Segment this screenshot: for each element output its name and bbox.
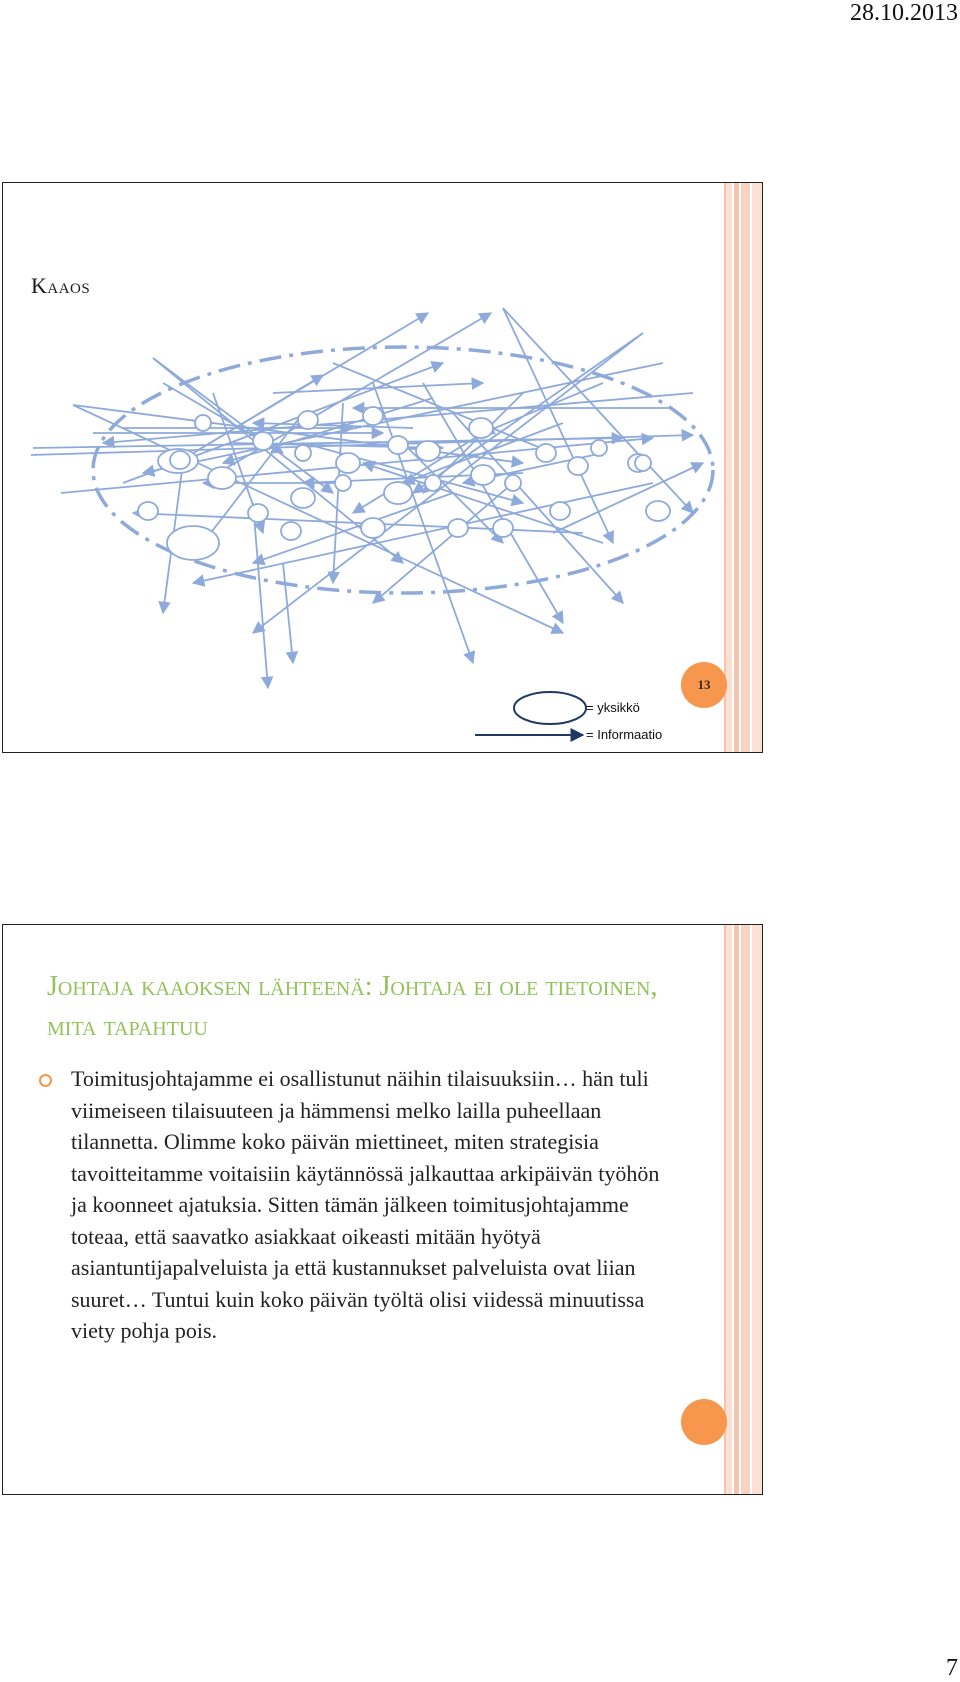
bullet-text: Toimitusjohtajamme ei osallistunut näihin tilaisuuksiin… hän tuli viimeiseen tilaisuuteen ja hämmensi melko lailla puheellaan tilannetta. Olimme koko päivän miettineet, miten strategisia tavoitteitamme voitaisiin käytännössä jalkauttaa arkipäivän työhön ja koonneet ajatuksia. Sitten tämän jälkeen toimitusjohtajamme toteaa, että saavatko asiakkaat oikeasti mitään hyötyä asiantuntijapalveluista ja että kustannukset palveluista ovat liian suuret… Tuntui kuin koko päivän työltä olisi viidessä minuutissa viety pohja pois. <box>71 1066 660 1343</box>
legend-unit-label: = yksikkö <box>586 700 640 715</box>
page-number: 7 <box>946 1655 958 1681</box>
bullet-item <box>39 1063 679 1347</box>
slide-chaos <box>2 182 763 753</box>
slide-decor-stripes <box>726 925 762 1494</box>
bullet-circle-icon <box>39 1074 52 1087</box>
slide-number-badge: 13 <box>681 662 727 708</box>
slide-title: Kaaos <box>31 273 91 298</box>
slide-number-badge <box>681 1399 727 1445</box>
legend-info-label: = Informaatio <box>586 727 663 742</box>
slide-leader-chaos <box>2 924 763 1495</box>
legend-unit-symbol <box>514 692 586 724</box>
chaos-diagram <box>3 183 763 753</box>
information-arrows <box>31 308 703 688</box>
slide-title: Johtaja kaaoksen lähteenä: Johtaja ei ole tietoinen, mita tapahtuu <box>47 971 658 1042</box>
page-date: 28.10.2013 <box>850 0 958 26</box>
